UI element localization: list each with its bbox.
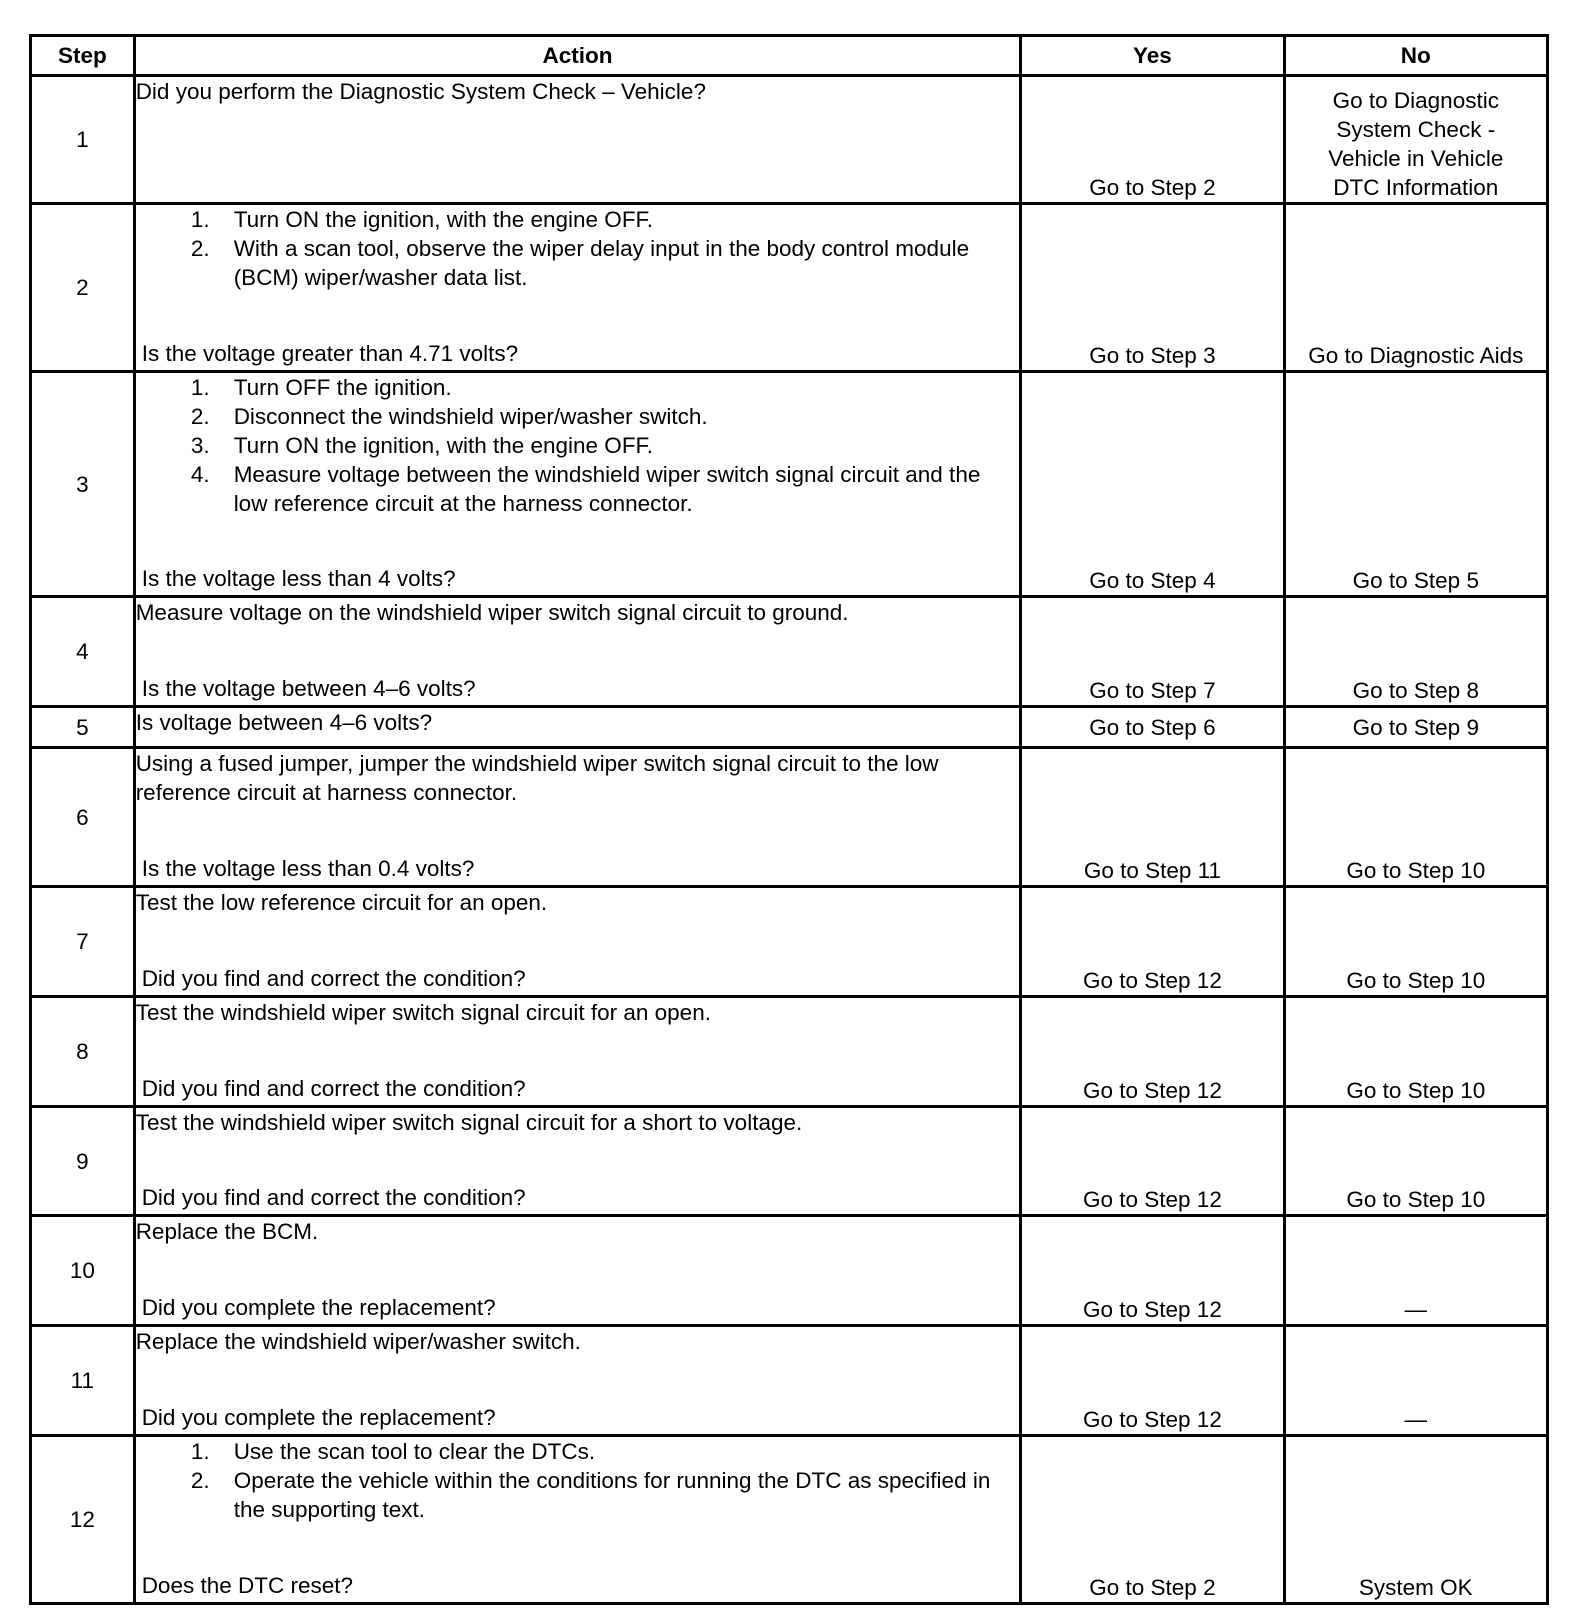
yes-cell: Go to Step 12 xyxy=(1021,887,1284,997)
action-question: Did you find and correct the condition? xyxy=(141,1185,526,1211)
action-step: 4. Measure voltage between the windshield wiper switch signal circuit and the low reference circuit at the harness connector. xyxy=(190,462,981,517)
action-question: Is the voltage less than 0.4 volts? xyxy=(141,856,475,882)
table-row xyxy=(31,748,1548,887)
step-number: 4 xyxy=(31,597,135,707)
action-question: Is voltage between 4–6 volts? xyxy=(135,709,433,735)
table-row xyxy=(31,597,1548,707)
table-row xyxy=(31,1106,1548,1216)
table-row xyxy=(31,76,1548,204)
no-cell: — xyxy=(1284,1216,1547,1326)
no-cell: Go to Diagnostic System Check - Vehicle in Vehicle DTC Information xyxy=(1284,76,1547,204)
yes-cell: Go to Step 12 xyxy=(1021,996,1284,1106)
no-cell: Go to Step 10 xyxy=(1284,1106,1547,1216)
action-step: 2. With a scan tool, observe the wiper delay input in the body control module (BCM) wiper/washer data list. xyxy=(190,236,970,291)
action-steps xyxy=(136,205,1020,292)
action-question: Does the DTC reset? xyxy=(141,1573,354,1598)
action-cell xyxy=(134,1216,1021,1326)
action-step: 2. Operate the vehicle within the conditions for running the DTC as specified in the supporting text. xyxy=(190,1468,991,1523)
action-cell xyxy=(134,76,1021,204)
yes-cell: Go to Step 3 xyxy=(1021,204,1284,372)
action-cell xyxy=(134,1326,1021,1436)
header-no: No xyxy=(1284,36,1547,76)
action-step: 1. Turn OFF the ignition. xyxy=(190,375,452,401)
action-instruction: Replace the BCM. xyxy=(135,1219,319,1245)
no-cell: — xyxy=(1284,1326,1547,1436)
yes-cell: Go to Step 7 xyxy=(1021,597,1284,707)
step-number: 12 xyxy=(31,1436,135,1604)
action-cell xyxy=(134,1436,1021,1604)
action-question: Did you perform the Diagnostic System Check – Vehicle? xyxy=(135,79,706,104)
action-steps xyxy=(136,373,1020,518)
action-question: Is the voltage greater than 4.71 volts? xyxy=(141,341,519,367)
step-number: 11 xyxy=(31,1326,135,1436)
no-cell: Go to Step 9 xyxy=(1284,706,1547,747)
no-cell: Go to Step 10 xyxy=(1284,748,1547,887)
action-question: Did you find and correct the condition? xyxy=(141,1075,526,1101)
action-cell xyxy=(134,996,1021,1106)
action-cell xyxy=(134,1106,1021,1216)
no-cell: System OK xyxy=(1284,1436,1547,1604)
header-action: Action xyxy=(134,36,1021,76)
action-instruction: Test the windshield wiper switch signal circuit for an open. xyxy=(135,999,711,1025)
action-instruction: Test the low reference circuit for an open. xyxy=(135,890,548,916)
table-row xyxy=(31,996,1548,1106)
table-row xyxy=(31,1436,1548,1604)
action-instruction: Test the windshield wiper switch signal circuit for a short to voltage. xyxy=(135,1109,803,1135)
action-question: Did you find and correct the condition? xyxy=(141,965,526,991)
step-number: 8 xyxy=(31,996,135,1106)
yes-cell: Go to Step 12 xyxy=(1021,1106,1284,1216)
action-instruction: Replace the windshield wiper/washer switch. xyxy=(135,1329,581,1355)
yes-cell: Go to Step 11 xyxy=(1021,748,1284,887)
action-steps xyxy=(136,1437,1020,1524)
yes-cell: Go to Step 2 xyxy=(1021,1436,1284,1604)
action-cell xyxy=(134,204,1021,372)
no-cell: Go to Diagnostic Aids xyxy=(1284,204,1547,372)
yes-cell: Go to Step 2 xyxy=(1021,76,1284,204)
yes-cell: Go to Step 6 xyxy=(1021,706,1284,747)
step-number: 3 xyxy=(31,372,135,597)
step-number: 1 xyxy=(31,76,135,204)
action-instruction: Using a fused jumper, jumper the windshield wiper switch signal circuit to the low reference circuit at harness connector. xyxy=(135,751,939,806)
yes-cell: Go to Step 12 xyxy=(1021,1326,1284,1436)
action-question: Did you complete the replacement? xyxy=(141,1405,496,1431)
step-number: 7 xyxy=(31,887,135,997)
table-row xyxy=(31,887,1548,997)
table-row xyxy=(31,372,1548,597)
yes-cell: Go to Step 12 xyxy=(1021,1216,1284,1326)
action-step: 3. Turn ON the ignition, with the engine OFF. xyxy=(190,433,654,459)
step-number: 10 xyxy=(31,1216,135,1326)
action-step: 1. Use the scan tool to clear the DTCs. xyxy=(190,1439,596,1465)
yes-cell: Go to Step 4 xyxy=(1021,372,1284,597)
header-yes: Yes xyxy=(1021,36,1284,76)
action-cell xyxy=(134,372,1021,597)
table-row xyxy=(31,1216,1548,1326)
table-row xyxy=(31,204,1548,372)
header-row xyxy=(31,36,1548,76)
step-number: 2 xyxy=(31,204,135,372)
no-cell: Go to Step 8 xyxy=(1284,597,1547,707)
header-step: Step xyxy=(31,36,135,76)
step-number: 9 xyxy=(31,1106,135,1216)
table-row xyxy=(31,1326,1548,1436)
action-instruction: Measure voltage on the windshield wiper switch signal circuit to ground. xyxy=(135,600,849,626)
action-cell xyxy=(134,887,1021,997)
action-question: Did you complete the replacement? xyxy=(141,1295,496,1321)
step-number: 6 xyxy=(31,748,135,887)
no-cell: Go to Step 5 xyxy=(1284,372,1547,597)
no-cell: Go to Step 10 xyxy=(1284,996,1547,1106)
action-cell xyxy=(134,748,1021,887)
diagnostic-table xyxy=(29,34,1549,1605)
action-question: Is the voltage less than 4 volts? xyxy=(141,566,456,592)
table-row xyxy=(31,706,1548,747)
action-cell xyxy=(134,597,1021,707)
step-number: 5 xyxy=(31,706,135,747)
action-cell xyxy=(134,706,1021,747)
no-cell: Go to Step 10 xyxy=(1284,887,1547,997)
action-question: Is the voltage between 4–6 volts? xyxy=(141,675,476,701)
action-step: 1. Turn ON the ignition, with the engine OFF. xyxy=(190,207,654,233)
action-step: 2. Disconnect the windshield wiper/washer switch. xyxy=(190,404,708,430)
